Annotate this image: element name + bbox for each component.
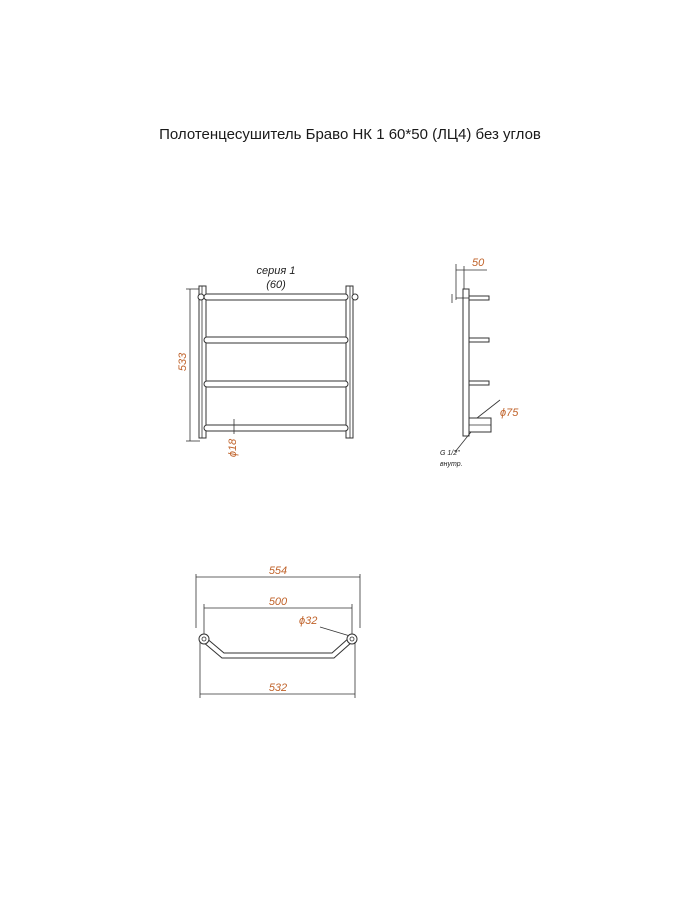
top-view — [196, 565, 360, 698]
crossbar-3 — [204, 381, 348, 387]
series-value: (60) — [266, 279, 286, 291]
left-top-connector — [198, 294, 204, 300]
side-bar-stub-2 — [469, 338, 489, 342]
pipe-diameter-value: ϕ32 — [299, 615, 318, 627]
bottom-width-value: 532 — [268, 682, 288, 694]
left-post — [199, 286, 206, 438]
flange-leader — [477, 400, 500, 418]
page-title: Полотенцесушитель Браво НК 1 60*50 (ЛЦ4) без углов — [159, 126, 541, 143]
side-post — [463, 289, 469, 436]
height-value: 533 — [177, 352, 189, 372]
pipe-diameter-leader — [320, 627, 350, 636]
thread-value: G 1/2" — [440, 450, 460, 457]
left-fitting — [199, 634, 209, 644]
bar-outer-edge — [203, 642, 352, 658]
bar-diameter-value: ϕ18 — [227, 438, 239, 458]
bar-inner-edge — [205, 637, 350, 653]
crossbar-2 — [204, 337, 348, 343]
flange-diameter-value: ϕ75 — [500, 407, 519, 419]
right-fitting — [347, 634, 357, 644]
side-bar-stub-3 — [469, 381, 489, 385]
crossbar-1 — [204, 294, 348, 300]
overall-width-value: 554 — [268, 565, 288, 577]
thread-note: внутр. — [440, 461, 463, 468]
depth-value: 50 — [472, 257, 485, 269]
right-post — [346, 286, 353, 438]
series-label: серия 1 — [256, 265, 296, 277]
right-top-connector — [352, 294, 358, 300]
side-view — [440, 257, 519, 468]
crossbar-4 — [204, 425, 348, 431]
center-distance-value: 500 — [268, 596, 288, 608]
front-view — [177, 265, 358, 457]
side-bar-stub-1 — [469, 296, 489, 300]
